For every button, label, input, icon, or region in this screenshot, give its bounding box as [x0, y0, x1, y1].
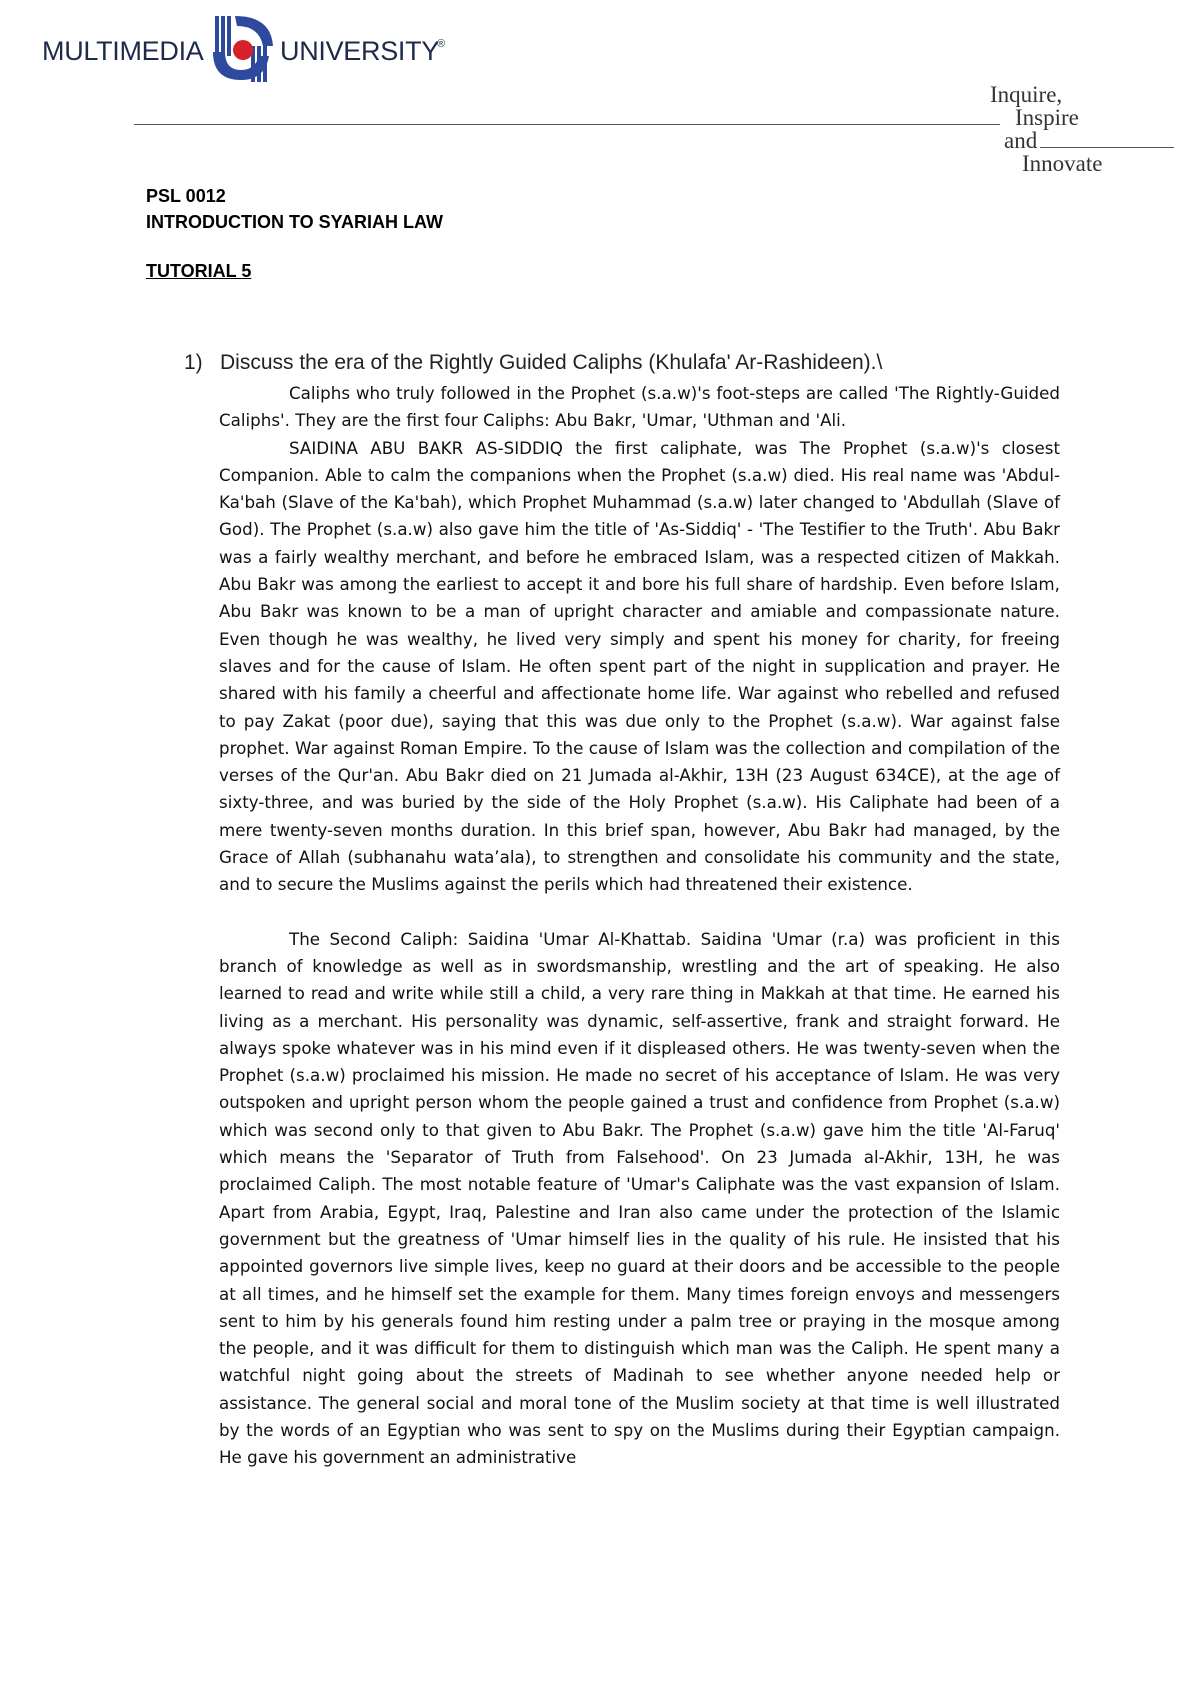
question-number: 1) [184, 351, 203, 374]
header-rule [134, 124, 1000, 125]
tagline-innovate: Innovate [1022, 151, 1103, 176]
tagline-and: and [1004, 128, 1038, 153]
tutorial-title: TUTORIAL 5 [146, 261, 252, 281]
paragraph-umar: The Second Caliph: Saidina 'Umar Al-Khattab. Saidina 'Umar (r.a) was proficient in this branch of knowledge as well as in swordsmanship, wrestling and the art of speaking. He also learned to read and write while still a child, a very rare thing in Makkah at that time. He earned his living as a merchant. His personality was dynamic, self-assertive, frank and straight forward. He always spoke whatever was in his mind even if it displeased others. He was twenty-seven when the Prophet (s.a.w) proclaimed his mission. He made no secret of his acceptance of Islam. He was very outspoken and upright person whom the people gained a trust and confidence from Prophet (s.a.w) which was second only to that given to Abu Bakr. The Prophet (s.a.w) gave him the title 'Al-Faruq' which means the 'Separator of Truth from Falsehood'. On 23 Jumada al-Akhir, 13H, he was proclaimed Caliph. The most notable feature of 'Umar's Caliphate was the vast expansion of Islam. Apart from Arabia, Egypt, Iraq, Palestine and Iran also came under the protection of the Islamic government but the greatness of 'Umar himself lies in the quality of his rule. He insisted that his appointed governors live simple lives, keep no guard at their doors and be accessible to the people at all times, and he himself set the example for them. Many times foreign envoys and messengers sent to him by his generals found him resting under a palm tree or praying in the mosque among the people, and it was difficult for them to distinguish which man was the Caliph. He spent many a watchful night going about the streets of Madinah to see whether anyone needed help or assistance. The general social and moral tone of the Muslim society at that time is well illustrated by the words of an Egyptian who was sent to spy on the Muslims during their Egyptian campaign. He gave his government an administrative [219, 928, 1060, 1468]
tagline-inquire: Inquire, [990, 82, 1063, 107]
question-text: Discuss the era of the Rightly Guided Caliphs (Khulafa' Ar-Rashideen).\ [220, 351, 883, 374]
tagline-rule [1040, 147, 1174, 148]
letterhead [0, 0, 1200, 180]
course-title: INTRODUCTION TO SYARIAH LAW [146, 212, 444, 232]
answer-body [219, 380, 1060, 1472]
mmu-emblem-icon [207, 12, 279, 84]
paragraph-intro: Caliphs who truly followed in the Prophet (s.a.w)'s foot-steps are called 'The Rightly-Guided Caliphs'. They are the first four Caliphs: Abu Bakr, 'Umar, 'Uthman and 'Ali. [219, 383, 1060, 431]
course-heading [146, 183, 746, 235]
question-1 [184, 351, 882, 375]
university-logo [42, 12, 462, 84]
tagline-inspire: Inspire [1015, 105, 1079, 130]
logo-word-right: UNIVERSITY [280, 36, 440, 66]
registered-mark: ® [437, 38, 446, 50]
logo-word-left: MULTIMEDIA [42, 36, 204, 66]
course-code: PSL 0012 [146, 186, 226, 206]
paragraph-abu-bakr: SAIDINA ABU BAKR AS-SIDDIQ the first caliphate, was The Prophet (s.a.w)'s closest Companion. Able to calm the companions when the Prophet (s.a.w) died. His real name was 'Abdul-Ka'bah (Slave of the Ka'bah), which Prophet Muhammad (s.a.w) later changed to 'Abdullah (Slave of God). The Prophet (s.a.w) also gave him the title of 'As-Siddiq' - 'The Testifier to the Truth'. Abu Bakr was a fairly wealthy merchant, and before he embraced Islam, was a respected citizen of Makkah. Abu Bakr was among the earliest to accept it and bore his full share of hardship. Even before Islam, Abu Bakr was known to be a man of upright character and amiable and compassionate nature. Even though he was wealthy, he lived very simply and spent his money for charity, for freeing slaves and for the cause of Islam. He often spent part of the night in supplication and prayer. He shared with his family a cheerful and affectionate home life. War against who rebelled and refused to pay Zakat (poor due), saying that this was due only to the Prophet (s.a.w). War against false prophet. War against Roman Empire. To the cause of Islam was the collection and compilation of the verses of the Qur'an. Abu Bakr died on 21 Jumada al-Akhir, 13H (23 August 634CE), at the age of sixty-three, and was buried by the side of the Holy Prophet (s.a.w). His Caliphate had been of a mere twenty-seven months duration. In this brief span, however, Abu Bakr had managed, by the Grace of Allah (subhanahu wata’ala), to strengthen and consolidate his community and the state, and to secure the Muslims against the perils which had threatened their existence. [219, 437, 1060, 895]
